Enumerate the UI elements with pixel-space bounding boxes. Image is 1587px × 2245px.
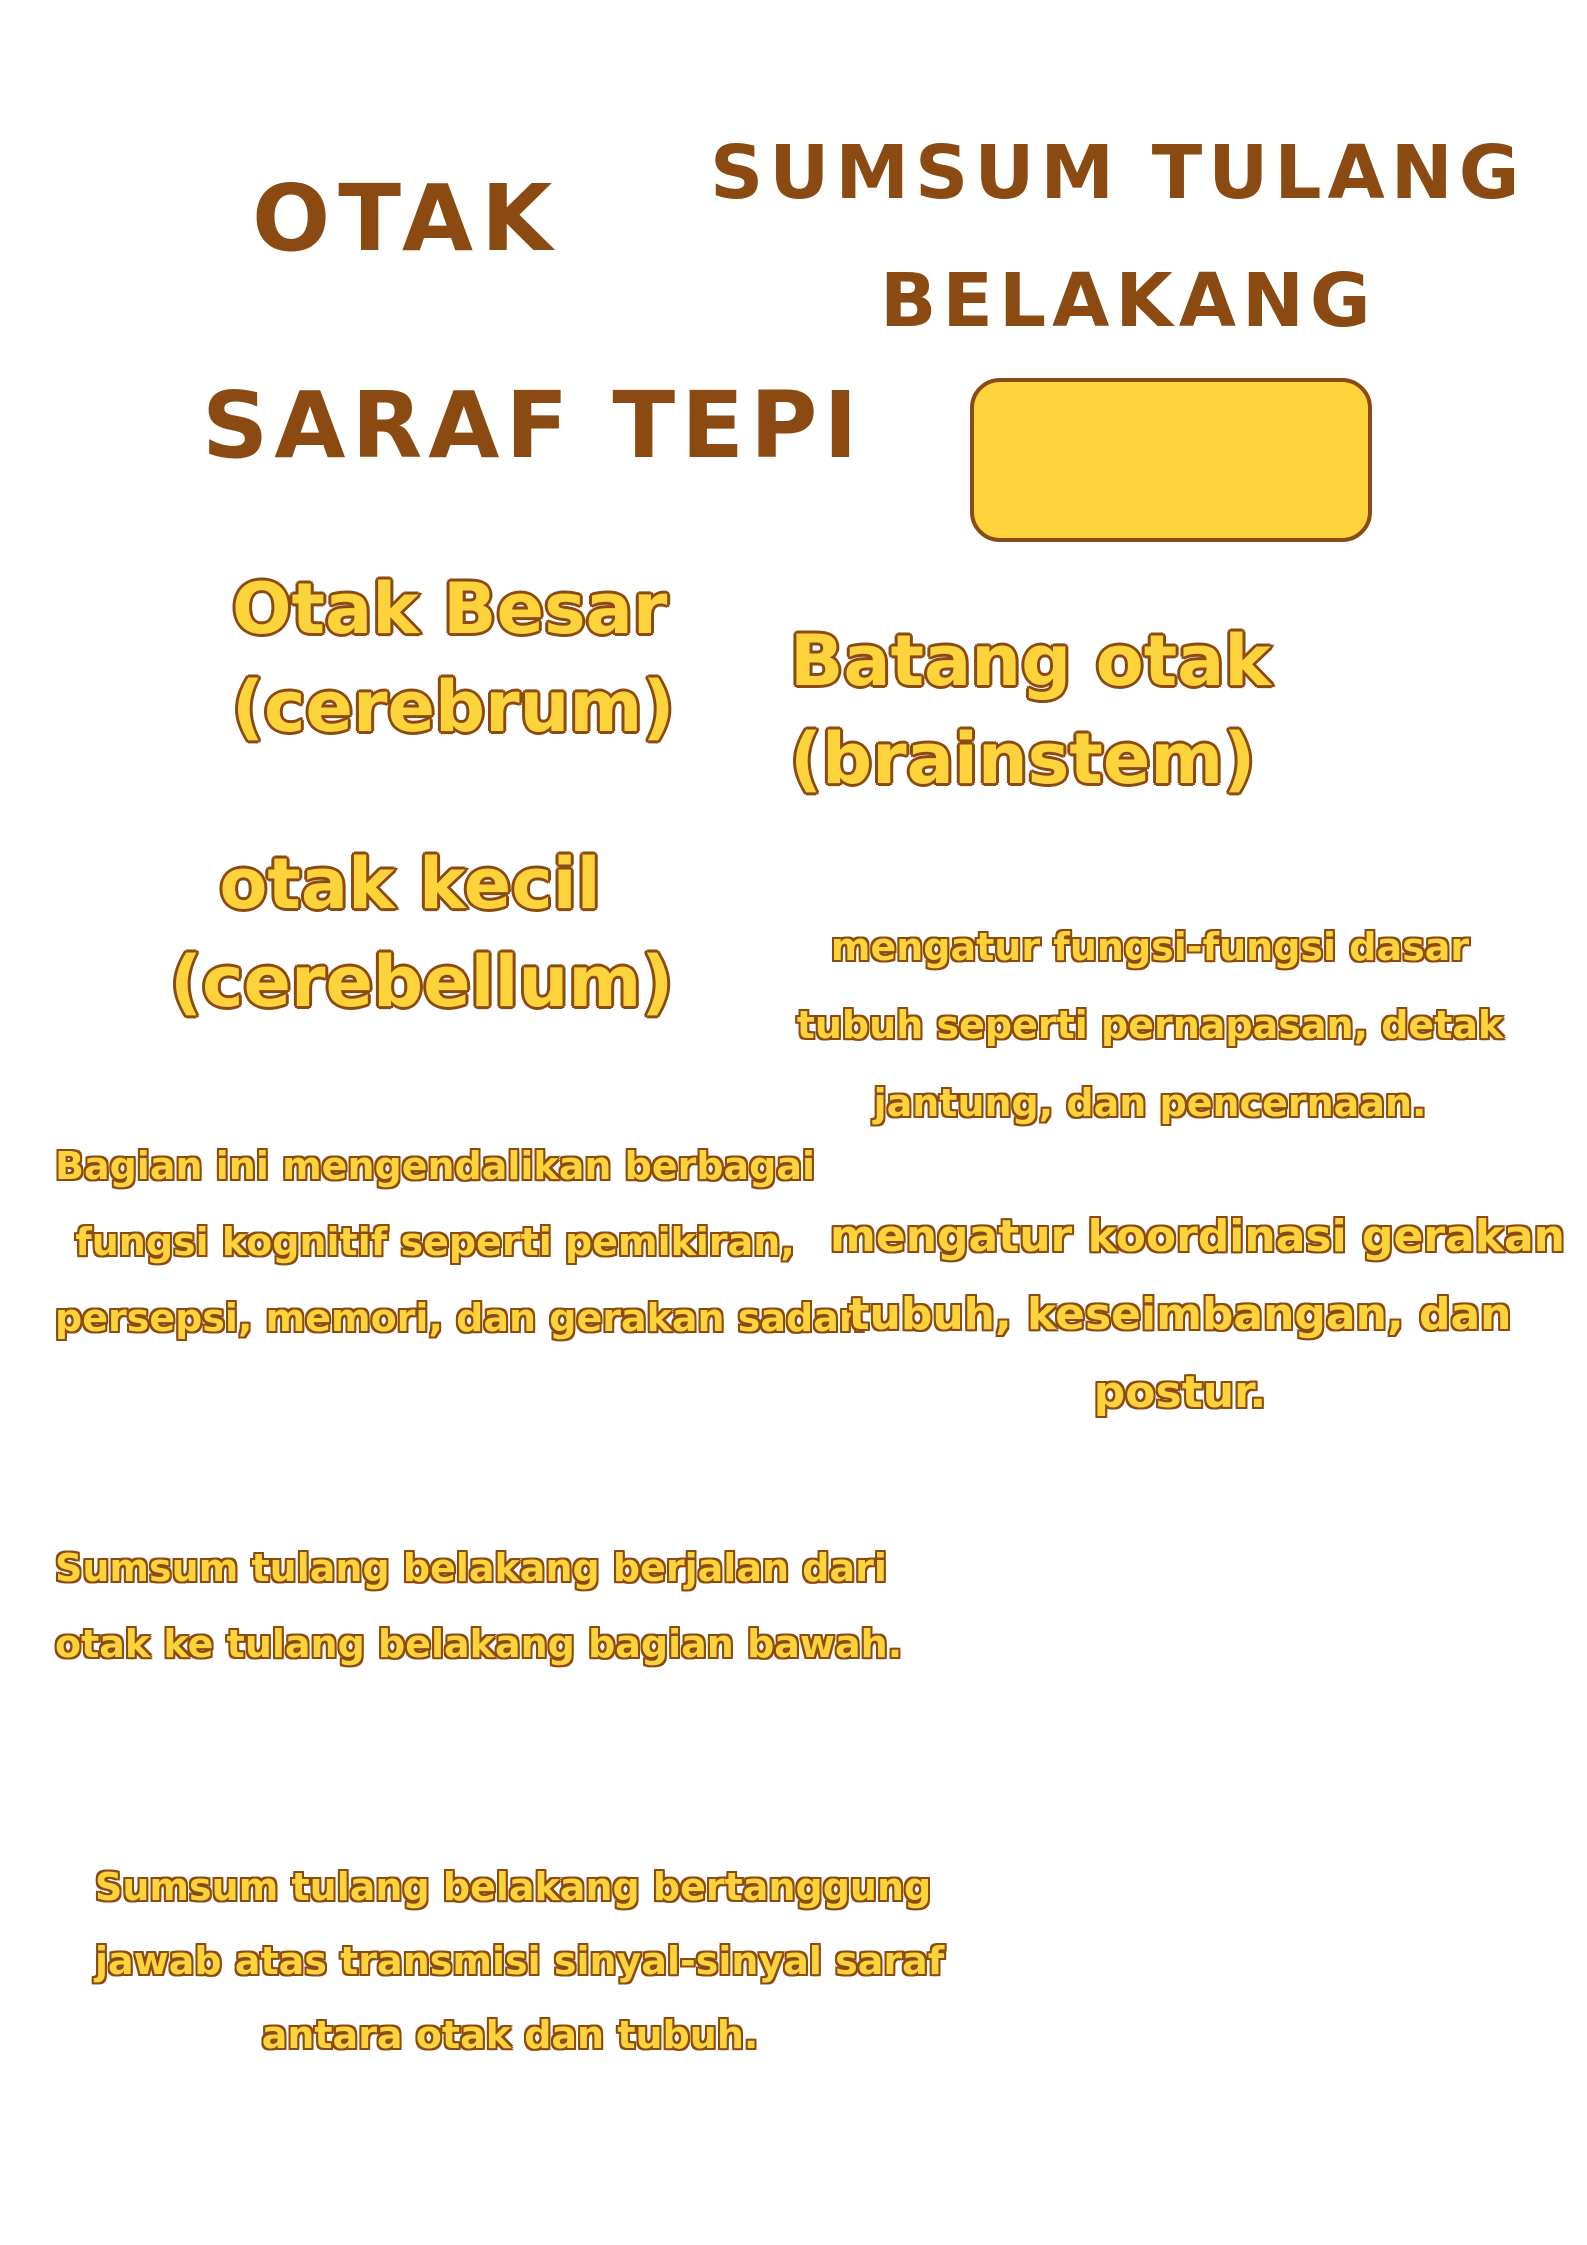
- desc-sumsum-2-line2: jawab atas transmisi sinyal-sinyal saraf: [95, 1939, 945, 1983]
- heading-saraf-tepi: SARAF TEPI: [202, 372, 864, 479]
- desc-otak-besar-line2: fungsi kognitif seperti pemikiran,: [75, 1220, 795, 1264]
- desc-sumsum-2[interactable]: [95, 1850, 945, 2072]
- desc-sumsum-1-line1: Sumsum tulang belakang berjalan dari: [55, 1546, 887, 1590]
- desc-otak-besar[interactable]: [55, 1128, 867, 1356]
- label-batang-otak-line1: Batang otak: [790, 620, 1271, 702]
- desc-batang-otak-line2: tubuh seperti pernapasan, detak: [796, 1003, 1504, 1047]
- label-otak-besar-line2: (cerebrum): [232, 666, 675, 748]
- heading-otak: OTAK: [252, 165, 561, 272]
- heading-sumsum-tulang: SUMSUM TULANG: [710, 130, 1526, 216]
- desc-otak-besar-line1: Bagian ini mengendalikan berbagai: [55, 1144, 816, 1188]
- desc-batang-otak-line1: mengatur fungsi-fungsi dasar: [830, 925, 1470, 969]
- label-otak-kecil-line2: (cerebellum): [170, 941, 674, 1023]
- desc-otak-kecil-line3: postur.: [1093, 1367, 1267, 1418]
- desc-otak-kecil-line1: mengatur koordinasi gerakan: [830, 1211, 1566, 1262]
- label-otak-kecil[interactable]: [170, 835, 674, 1031]
- desc-sumsum-2-line3: antara otak dan tubuh.: [261, 2013, 759, 2057]
- heading-belakang: BELAKANG: [880, 258, 1377, 344]
- label-otak-kecil-line1: otak kecil: [219, 843, 601, 925]
- desc-sumsum-1[interactable]: [55, 1530, 903, 1682]
- empty-answer-box[interactable]: [970, 378, 1372, 542]
- desc-batang-otak-line3: jantung, dan pencernaan.: [873, 1081, 1427, 1125]
- label-otak-besar-line1: Otak Besar: [232, 568, 668, 650]
- desc-otak-kecil[interactable]: [830, 1198, 1566, 1432]
- label-otak-besar[interactable]: [232, 560, 675, 756]
- label-batang-otak[interactable]: [790, 612, 1271, 808]
- desc-otak-kecil-line2: tubuh, keseimbangan, dan: [848, 1289, 1512, 1340]
- desc-sumsum-2-line1: Sumsum tulang belakang bertanggung: [95, 1865, 932, 1909]
- label-batang-otak-line2: (brainstem): [790, 718, 1256, 800]
- desc-batang-otak[interactable]: [790, 908, 1510, 1142]
- desc-otak-besar-line3: persepsi, memori, dan gerakan sadar.: [55, 1296, 867, 1340]
- desc-sumsum-1-line2: otak ke tulang belakang bagian bawah.: [55, 1622, 903, 1666]
